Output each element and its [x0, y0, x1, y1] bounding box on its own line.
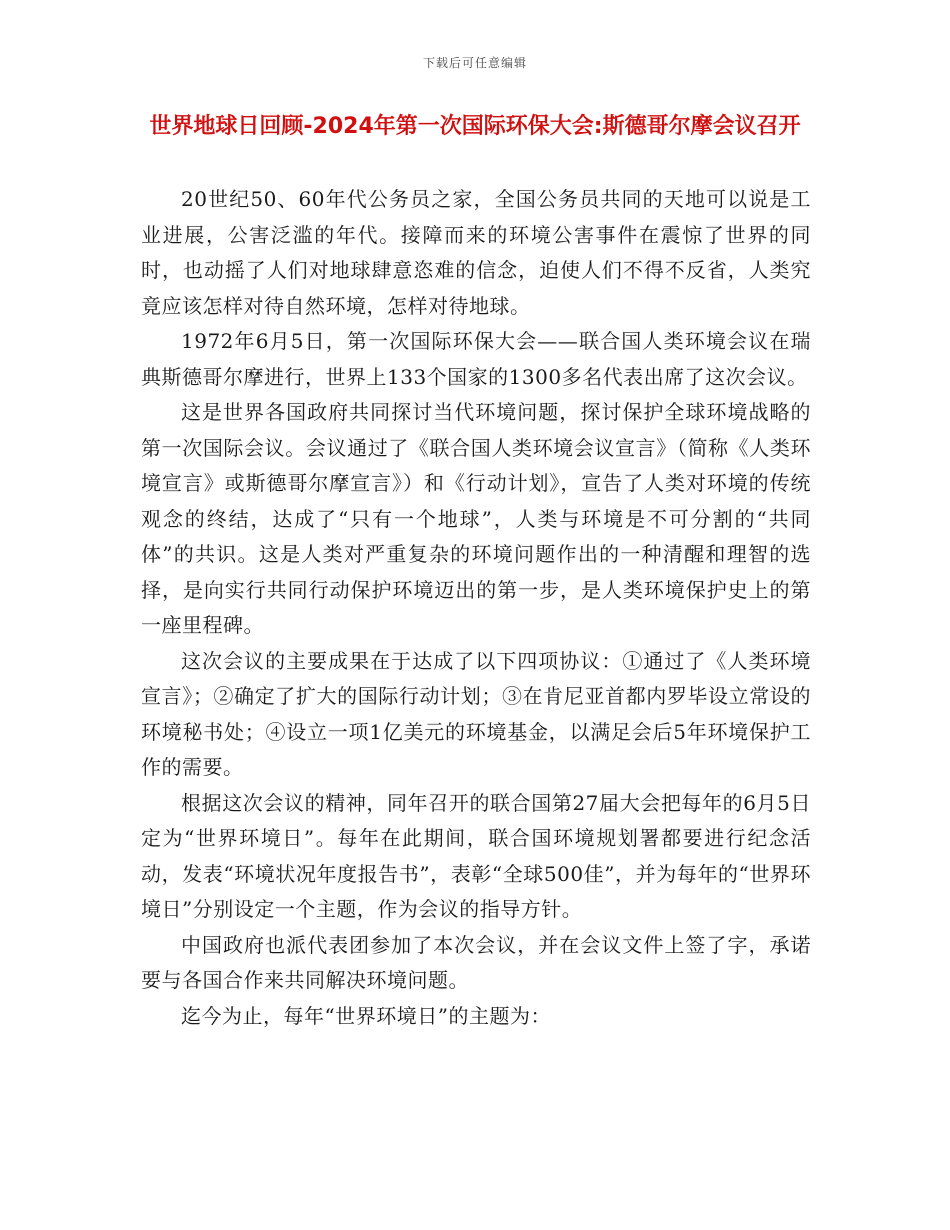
document-body	[141, 182, 811, 1034]
paragraph-3: 这是世界各国政府共同探讨当代环境问题，探讨保护全球环境战略的第一次国际会议。会议通过了《联合国人类环境会议宣言》（简称《人类环境宣言》或斯德哥尔摩宣言》）和《行动计划》，宣告了人类对环境的传统观念的终结，达成了“只有一个地球”，人类与环境是不可分割的“共同体”的共识。这是人类对严重复杂的环境问题作出的一种清醒和理智的选择，是向实行共同行动保护环境迈出的第一步，是人类环境保护史上的第一座里程碑。	[141, 400, 811, 637]
paragraph-7: 迄今为止，每年“世界环境日”的主题为：	[181, 1003, 551, 1028]
paragraph-1: 20世纪50、60年代公务员之家，全国公务员共同的天地可以说是工业进展，公害泛滥的年代。接障而来的环境公害事件在震惊了世界的同时，也动摇了人们对地球肆意恣难的信念，迫使人们不得不反省，人类究竟应该怎样对待自然环境，怎样对待地球。	[141, 187, 811, 318]
paragraph-6: 中国政府也派代表团参加了本次会议，并在会议文件上签了字，承诺要与各国合作来共同解决环境问题。	[141, 932, 811, 992]
paragraph-2: 1972年6月5日，第一次国际环保大会——联合国人类环境会议在瑞典斯德哥尔摩进行，世界上133个国家的1300多名代表出席了这次会议。	[141, 329, 811, 389]
document-title: 世界地球日回顾-2024年第一次国际环保大会:斯德哥尔摩会议召开	[149, 114, 801, 139]
paragraph-4: 这次会议的主要成果在于达成了以下四项协议：①通过了《人类环境宣言》；②确定了扩大的国际行动计划；③在肯尼亚首都内罗毕设立常设的环境秘书处；④设立一项1亿美元的环境基金，以满足会后5年环境保护工作的需要。	[141, 648, 811, 779]
header-note: 下载后可任意编辑	[422, 56, 527, 70]
paragraph-5: 根据这次会议的精神，同年召开的联合国第27届大会把每年的6月5日定为“世界环境日”。每年在此期间，联合国环境规划署都要进行纪念活动，发表“环境状况年度报告书”，表彰“全球500佳”，并为每年的“世界环境日”分别设定一个主题，作为会议的指导方针。	[141, 790, 811, 921]
